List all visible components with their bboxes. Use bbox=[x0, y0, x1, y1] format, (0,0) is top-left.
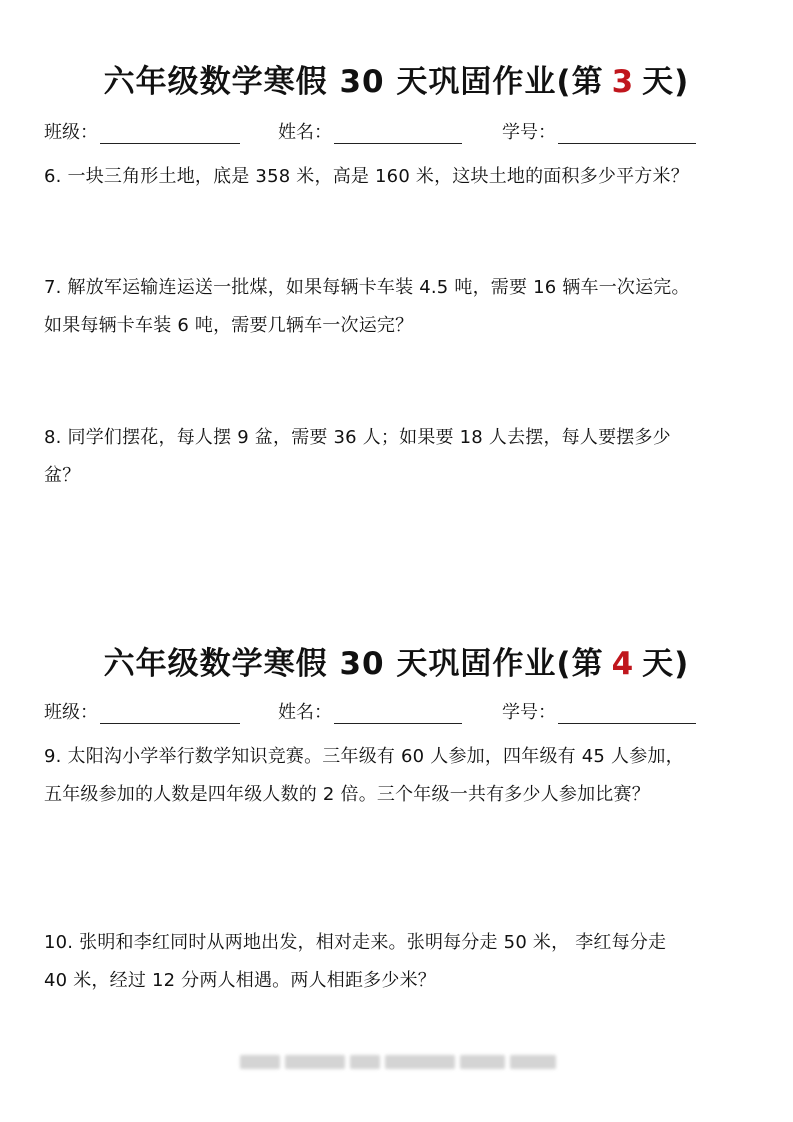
title-prefix: 六年级数学寒假 30 天巩固作业(第 bbox=[103, 646, 604, 682]
question-line: 8. 同学们摆花，每人摆 9 盆，需要 36 人；如果要 18 人去摆，每人要摆多少 bbox=[44, 427, 671, 448]
question-line: 7. 解放军运输连运送一批煤，如果每辆卡车装 4.5 吨，需要 16 辆车一次运完。 bbox=[44, 277, 690, 298]
number-blank[interactable] bbox=[558, 705, 696, 724]
title-day-number: 3 bbox=[611, 64, 635, 100]
question-line: 9. 太阳沟小学举行数学知识竞赛。三年级有 60 人参加，四年级有 45 人参加， bbox=[44, 746, 684, 767]
question-line: 五年级参加的人数是四年级人数的 2 倍。三个年级一共有多少人参加比赛？ bbox=[44, 784, 650, 805]
question-line: 10. 张明和李红同时从两地出发，相对走来。张明每分走 50 米， 李红每分走 bbox=[44, 932, 667, 953]
question-line: 盆？ bbox=[44, 465, 81, 486]
name-field[interactable] bbox=[278, 118, 462, 144]
number-label: 学号： bbox=[502, 122, 556, 143]
page-title-day-3 bbox=[0, 56, 793, 101]
number-blank[interactable] bbox=[558, 125, 696, 144]
name-blank[interactable] bbox=[334, 125, 462, 144]
blurred-watermark bbox=[240, 1055, 556, 1069]
number-label: 学号： bbox=[502, 702, 556, 723]
question-10 bbox=[44, 924, 756, 1000]
class-field[interactable] bbox=[44, 698, 240, 724]
page-title-day-4 bbox=[0, 638, 793, 683]
question-9 bbox=[44, 738, 756, 814]
name-field[interactable] bbox=[278, 698, 462, 724]
question-8 bbox=[44, 419, 756, 495]
question-line: 40 米，经过 12 分两人相遇。两人相距多少米？ bbox=[44, 970, 436, 991]
title-prefix: 六年级数学寒假 30 天巩固作业(第 bbox=[103, 64, 604, 100]
number-field[interactable] bbox=[502, 118, 696, 144]
question-6 bbox=[44, 158, 756, 196]
class-field[interactable] bbox=[44, 118, 240, 144]
class-blank[interactable] bbox=[100, 705, 240, 724]
title-suffix: 天) bbox=[642, 64, 690, 100]
title-suffix: 天) bbox=[642, 646, 690, 682]
question-7 bbox=[44, 269, 756, 345]
name-label: 姓名： bbox=[278, 702, 332, 723]
class-label: 班级： bbox=[44, 122, 98, 143]
title-day-number: 4 bbox=[611, 646, 635, 682]
question-line: 6. 一块三角形土地，底是 358 米，高是 160 米，这块土地的面积多少平方米？ bbox=[44, 166, 689, 187]
name-label: 姓名： bbox=[278, 122, 332, 143]
number-field[interactable] bbox=[502, 698, 696, 724]
question-line: 如果每辆卡车装 6 吨，需要几辆车一次运完？ bbox=[44, 315, 414, 336]
class-label: 班级： bbox=[44, 702, 98, 723]
name-blank[interactable] bbox=[334, 705, 462, 724]
class-blank[interactable] bbox=[100, 125, 240, 144]
